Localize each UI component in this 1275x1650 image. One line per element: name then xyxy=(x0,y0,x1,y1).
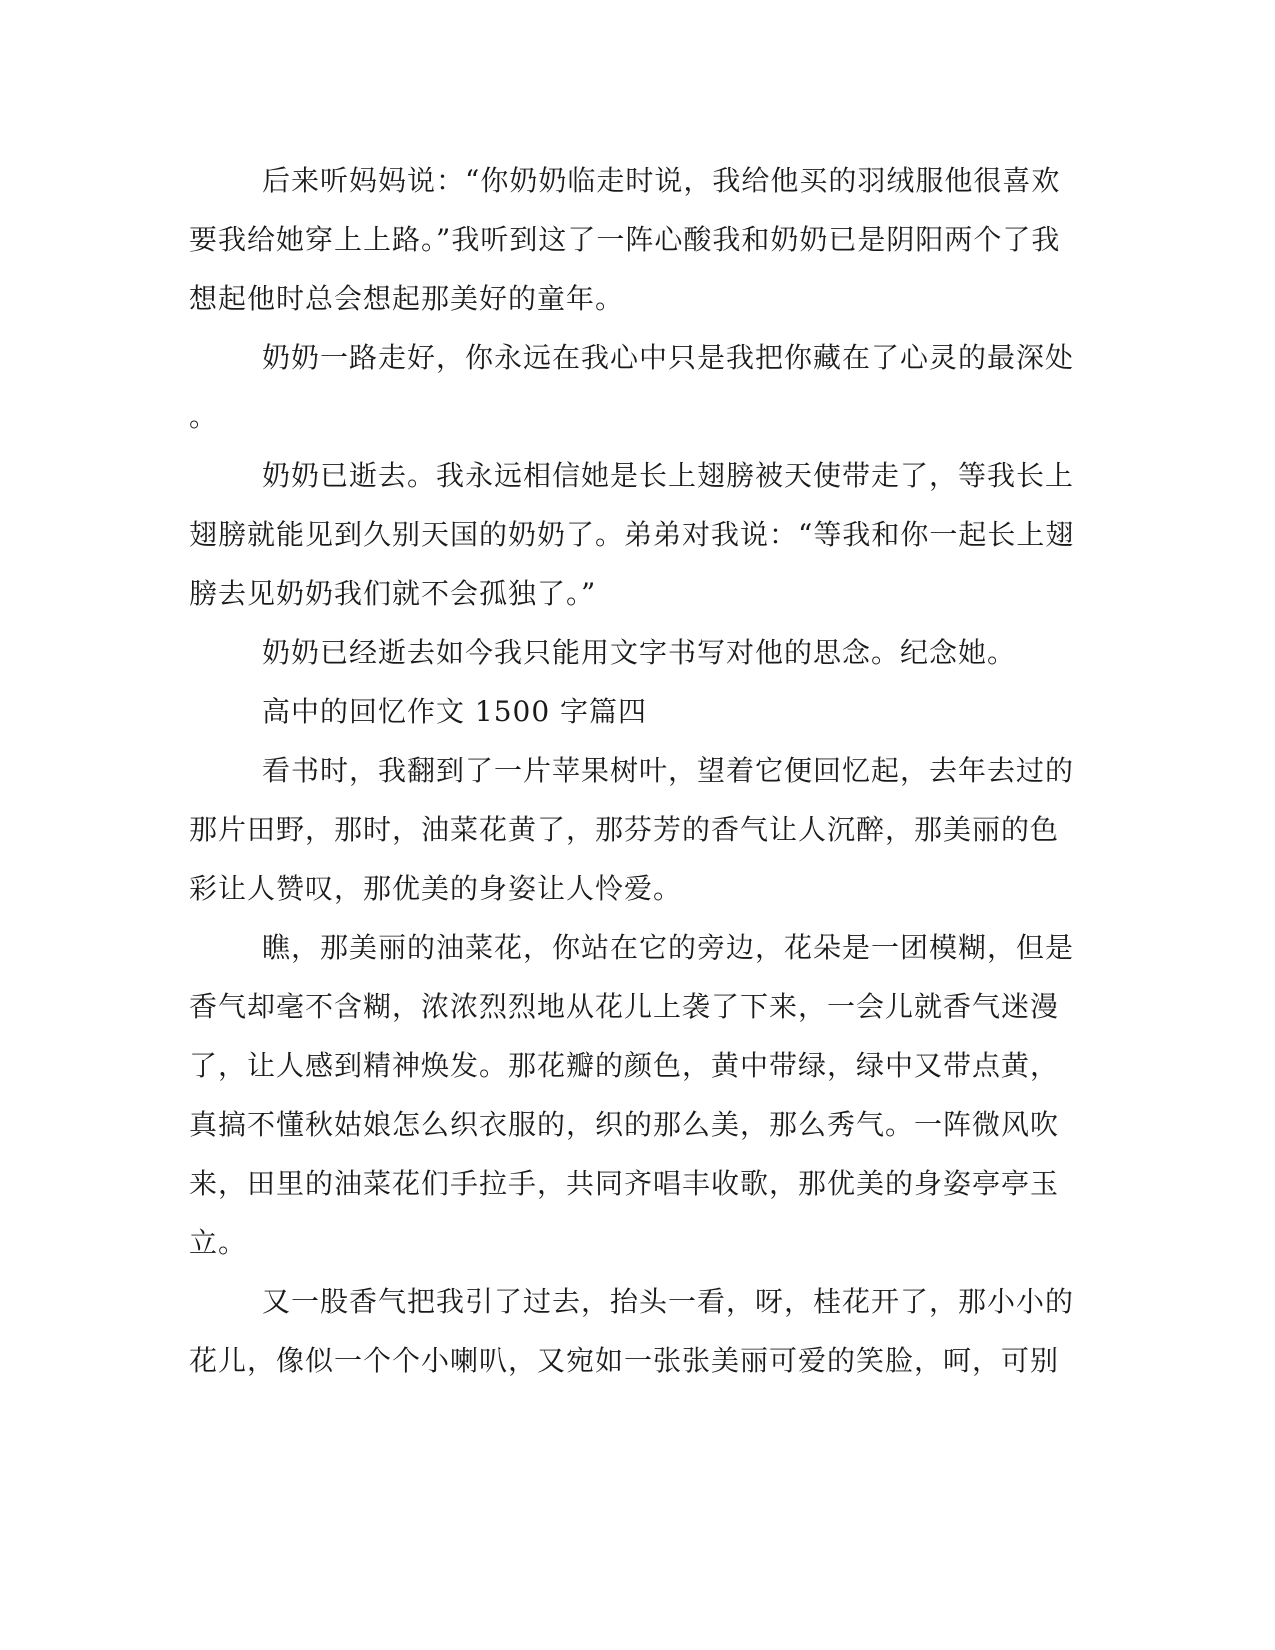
text-line: 又一股香气把我引了过去，抬头一看，呀，桂花开了，那小小的 xyxy=(262,1285,1075,1318)
text-line: 想起他时总会想起那美好的童年。 xyxy=(189,282,625,315)
text-line: 奶奶一路走好，你永远在我心中只是我把你藏在了心灵的最深处 xyxy=(262,341,1075,374)
text-line: 奶奶已经逝去如今我只能用文字书写对他的思念。纪念她。 xyxy=(262,636,1017,669)
text-line: 立。 xyxy=(189,1226,248,1259)
text-line: 后来听妈妈说：“你奶奶临走时说，我给他买的羽绒服他很喜欢 xyxy=(262,164,1061,197)
text-line: 奶奶已逝去。我永远相信她是长上翅膀被天使带走了，等我长上 xyxy=(262,459,1075,492)
section-heading: 高中的回忆作文 1500 字篇四 xyxy=(262,695,648,728)
text-line: 看书时，我翻到了一片苹果树叶，望着它便回忆起，去年去过的 xyxy=(262,754,1075,787)
text-line: 真搞不懂秋姑娘怎么织衣服的，织的那么美，那么秀气。一阵微风吹 xyxy=(189,1108,1060,1141)
text-line: 来，田里的油菜花们手拉手，共同齐唱丰收歌，那优美的身姿亭亭玉 xyxy=(189,1167,1060,1200)
text-line: 翅膀就能见到久别天国的奶奶了。弟弟对我说：“等我和你一起长上翅 xyxy=(189,518,1075,551)
text-line: 要我给她穿上上路。”我听到这了一阵心酸我和奶奶已是阴阳两个了我 xyxy=(189,223,1061,256)
text-line: 那片田野，那时，油菜花黄了，那芬芳的香气让人沉醉，那美丽的色 xyxy=(189,813,1060,846)
text-line: 花儿，像似一个个小喇叭，又宛如一张张美丽可爱的笑脸，呵，可别 xyxy=(189,1344,1060,1377)
text-line: 。 xyxy=(189,400,219,433)
text-line: 香气却毫不含糊，浓浓烈烈地从花儿上袭了下来，一会儿就香气迷漫 xyxy=(189,990,1060,1023)
text-line: 彩让人赞叹，那优美的身姿让人怜爱。 xyxy=(189,872,683,905)
text-line: 了，让人感到精神焕发。那花瓣的颜色，黄中带绿，绿中又带点黄， xyxy=(189,1049,1060,1082)
text-line: 瞧，那美丽的油菜花，你站在它的旁边，花朵是一团模糊，但是 xyxy=(262,931,1075,964)
text-line: 膀去见奶奶我们就不会孤独了。” xyxy=(189,577,597,610)
